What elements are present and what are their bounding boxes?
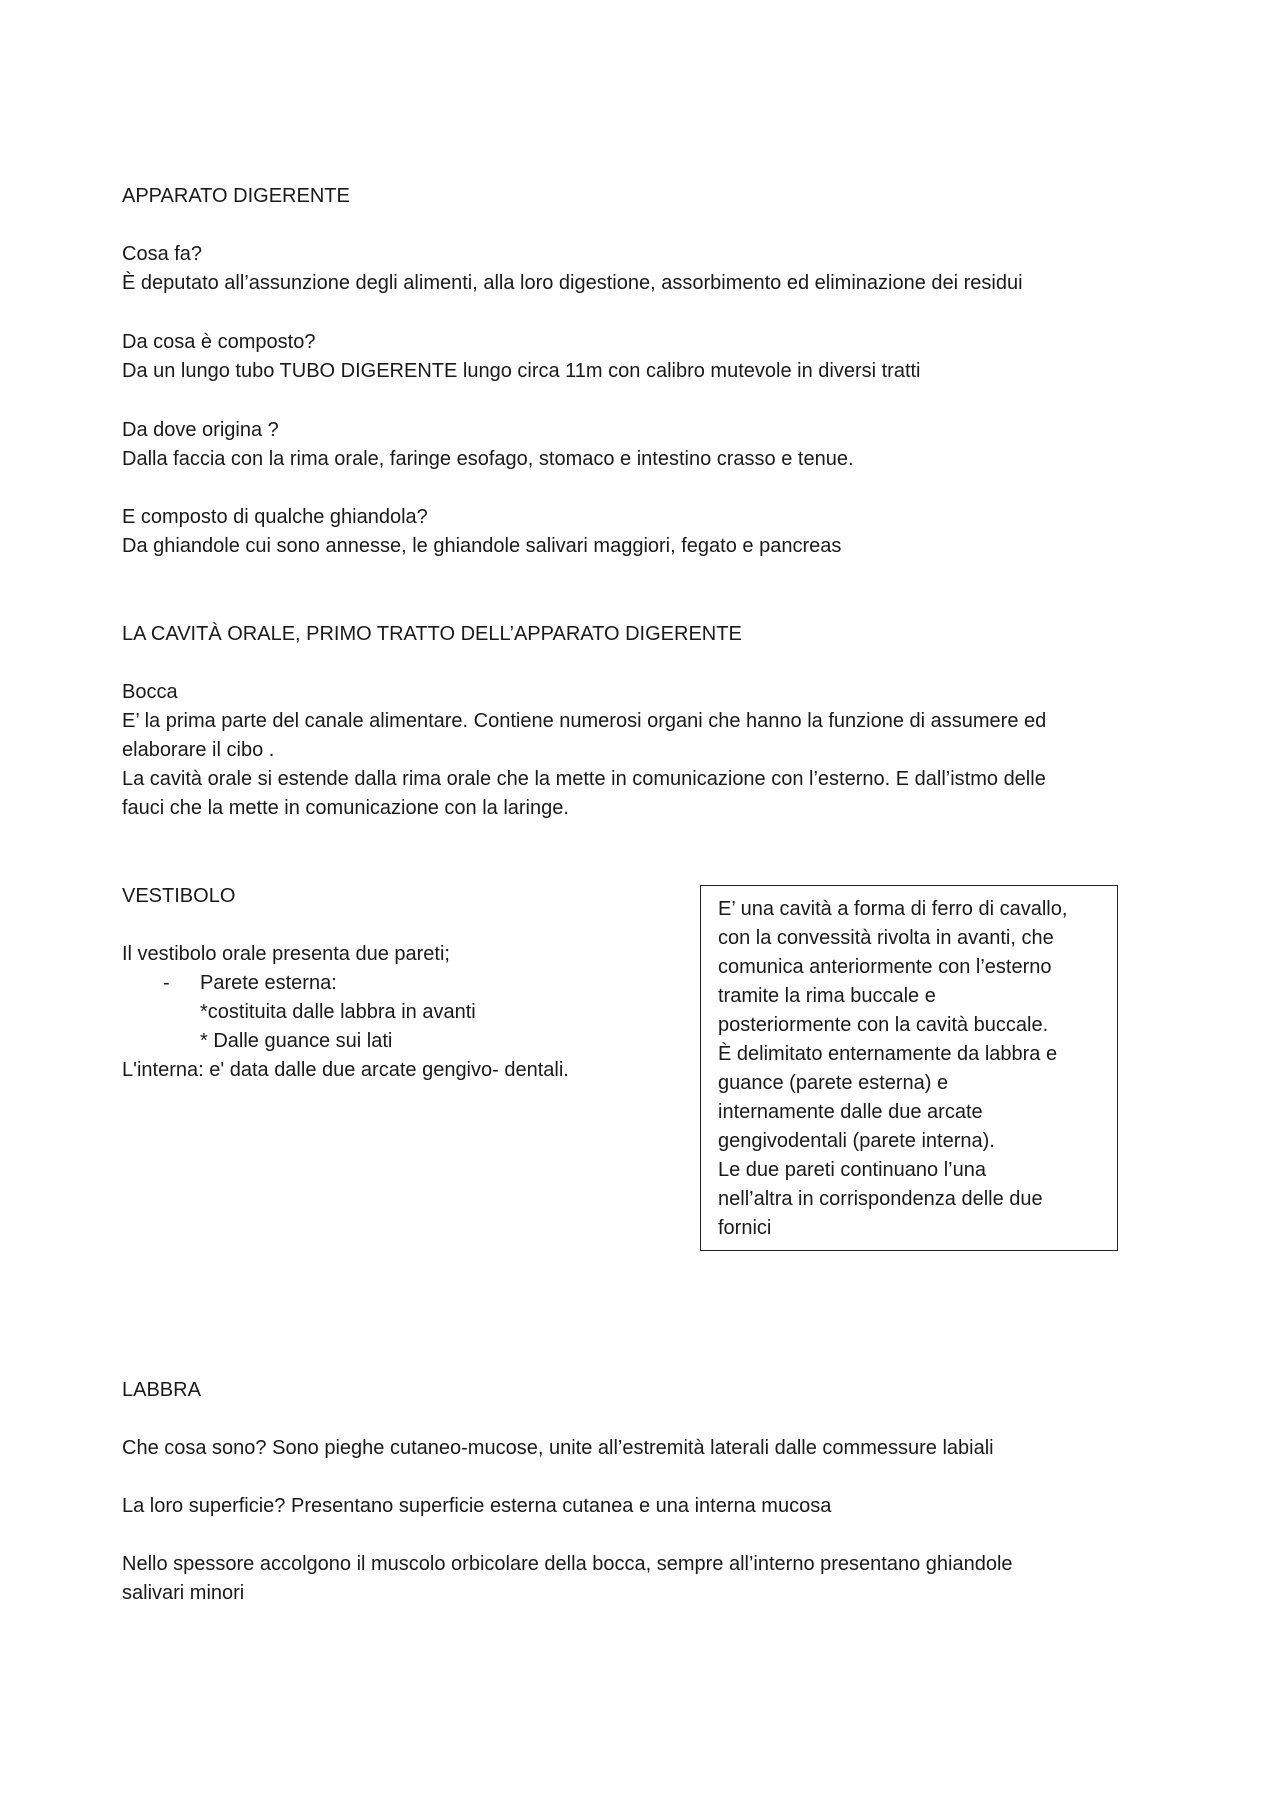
section-title-vestibolo: VESTIBOLO — [122, 885, 236, 907]
box-line-6: È delimitato enternamente da labbra e — [718, 1043, 1058, 1065]
list-subitem-guance: * Dalle guance sui lati — [200, 1030, 393, 1052]
question-origine: Da dove origina ? — [122, 419, 279, 441]
box-line-1: E’ una cavità a forma di ferro di cavallo, — [718, 898, 1068, 920]
subtitle-bocca: Bocca — [122, 681, 178, 703]
list-item-parete-esterna: Parete esterna: — [200, 972, 337, 994]
box-line-8: internamente dalle due arcate — [718, 1101, 983, 1123]
bocca-line-1: E’ la prima parte del canale alimentare. Contiene numerosi organi che hanno la funzione di assumere ed — [122, 710, 1047, 732]
box-line-2: con la convessità rivolta in avanti, che — [718, 927, 1054, 949]
answer-ghiandole: Da ghiandole cui sono annesse, le ghiandole salivari maggiori, fegato e pancreas — [122, 535, 842, 557]
list-subitem-labbra: *costituita dalle labbra in avanti — [200, 1001, 476, 1023]
box-line-4: tramite la rima buccale e — [718, 985, 936, 1007]
section-title-labbra: LABBRA — [122, 1379, 201, 1401]
bocca-line-3: La cavità orale si estende dalla rima orale che la mette in comunicazione con l’esterno. E dall’istmo delle — [122, 768, 1046, 790]
question-composizione: Da cosa è composto? — [122, 331, 316, 353]
box-line-7: guance (parete esterna) e — [718, 1072, 949, 1094]
labbra-paragraph-2: La loro superficie? Presentano superficie esterna cutanea e una interna mucosa — [122, 1495, 832, 1517]
vestibolo-intro: Il vestibolo orale presenta due pareti; — [122, 943, 450, 965]
list-item-interna: L'interna: e' data dalle due arcate gengivo- dentali. — [122, 1059, 569, 1081]
bocca-line-2: elaborare il cibo . — [122, 739, 275, 761]
section-title-cavita-orale: LA CAVITÀ ORALE, PRIMO TRATTO DELL’APPARATO DIGERENTE — [122, 623, 742, 645]
question-cosa-fa: Cosa fa? — [122, 243, 203, 265]
list-dash: - — [163, 972, 170, 994]
bocca-line-4: fauci che la mette in comunicazione con la laringe. — [122, 797, 569, 819]
box-line-10: Le due pareti continuano l’una — [718, 1159, 986, 1181]
question-ghiandole: E composto di qualche ghiandola? — [122, 506, 428, 528]
labbra-paragraph-3a: Nello spessore accolgono il muscolo orbicolare della bocca, sempre all’interno presentano ghiandole — [122, 1553, 1013, 1575]
box-line-5: posteriormente con la cavità buccale. — [718, 1014, 1049, 1036]
labbra-paragraph-1: Che cosa sono? Sono pieghe cutaneo-mucose, unite all’estremità laterali dalle commessure labiali — [122, 1437, 994, 1459]
labbra-paragraph-3b: salivari minori — [122, 1582, 245, 1604]
section-title-apparato-digerente: APPARATO DIGERENTE — [122, 185, 350, 207]
box-line-12: fornici — [718, 1217, 772, 1239]
box-line-9: gengivodentali (parete interna). — [718, 1130, 995, 1152]
answer-cosa-fa: È deputato all’assunzione degli alimenti, alla loro digestione, assorbimento ed eliminazione dei residui — [122, 272, 1023, 294]
answer-origine: Dalla faccia con la rima orale, faringe esofago, stomaco e intestino crasso e tenue. — [122, 448, 854, 470]
box-line-11: nell’altra in corrispondenza delle due — [718, 1188, 1043, 1210]
answer-composizione: Da un lungo tubo TUBO DIGERENTE lungo circa 11m con calibro mutevole in diversi tratti — [122, 360, 921, 382]
box-line-3: comunica anteriormente con l’esterno — [718, 956, 1052, 978]
